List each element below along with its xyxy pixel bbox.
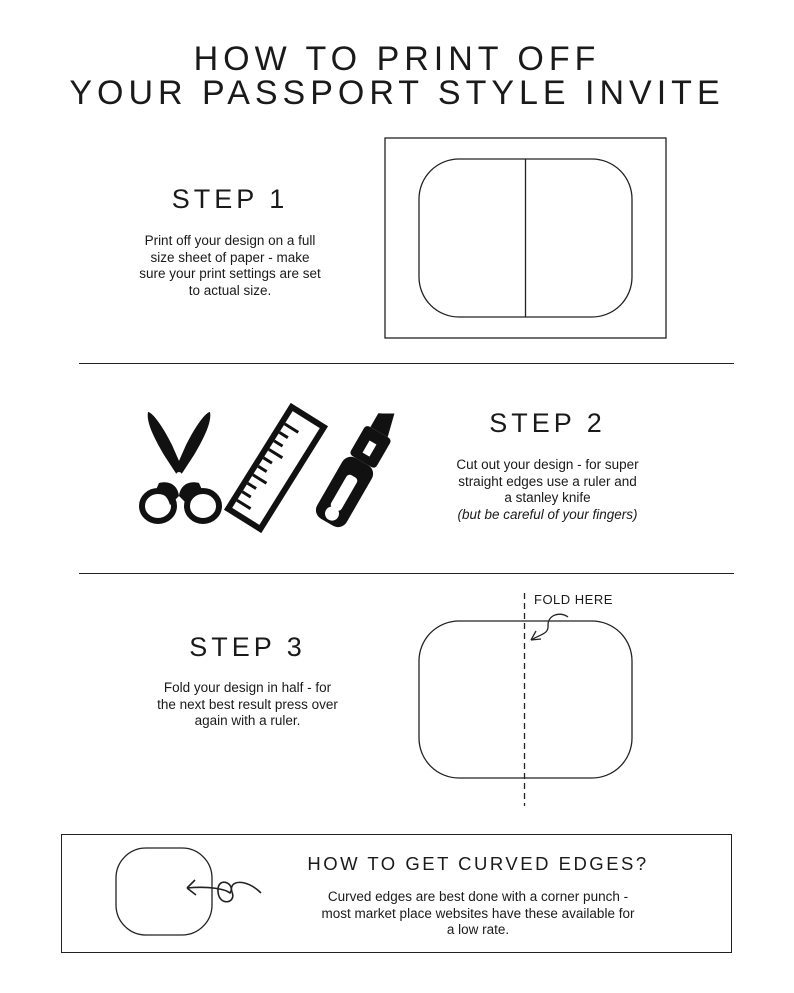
ruler-icon — [228, 407, 324, 529]
page-title-line-2: YOUR PASSPORT STYLE INVITE — [69, 74, 725, 112]
step-1-line: sure your print settings are set — [139, 266, 321, 281]
curved-edges-line: Curved edges are best done with a corner punch - — [327, 889, 629, 904]
fold-illustration — [419, 593, 632, 806]
curved-edges-line: most market place websites have these available for — [321, 905, 635, 921]
step-2-note: (but be careful of your fingers) — [457, 506, 638, 522]
step-1-line: size sheet of paper - make — [150, 249, 310, 265]
fold-here-label: FOLD HERE — [534, 592, 613, 607]
scissors-icon — [142, 412, 219, 521]
rounded-card-illustration — [116, 848, 212, 935]
step-2-line: straight edges use a ruler and — [458, 473, 637, 489]
step-3-line: again with a ruler. — [194, 713, 301, 728]
step-2-heading: STEP 2 — [489, 408, 606, 438]
step-1-line: to actual size. — [188, 282, 272, 298]
page-title-line-1: HOW TO PRINT OFF — [193, 40, 601, 78]
step-3-heading: STEP 3 — [189, 632, 306, 662]
curved-edges-heading: HOW TO GET CURVED EDGES? — [307, 853, 649, 874]
utility-knife-icon — [312, 403, 405, 531]
curved-arrow-icon — [531, 614, 568, 640]
step-3-line: Fold your design in half - for — [163, 680, 332, 695]
step-3-line: the next best result press over — [157, 696, 338, 712]
step-2-line: Cut out your design - for super — [456, 457, 639, 472]
loop-arrow-icon — [187, 880, 261, 902]
step-2-line: a stanley knife — [504, 490, 591, 505]
step-1-line: Print off your design on a full — [144, 233, 316, 248]
curved-edges-line: a low rate. — [446, 922, 510, 937]
printed-sheet-illustration — [385, 138, 666, 338]
step-1-heading: STEP 1 — [171, 184, 289, 214]
